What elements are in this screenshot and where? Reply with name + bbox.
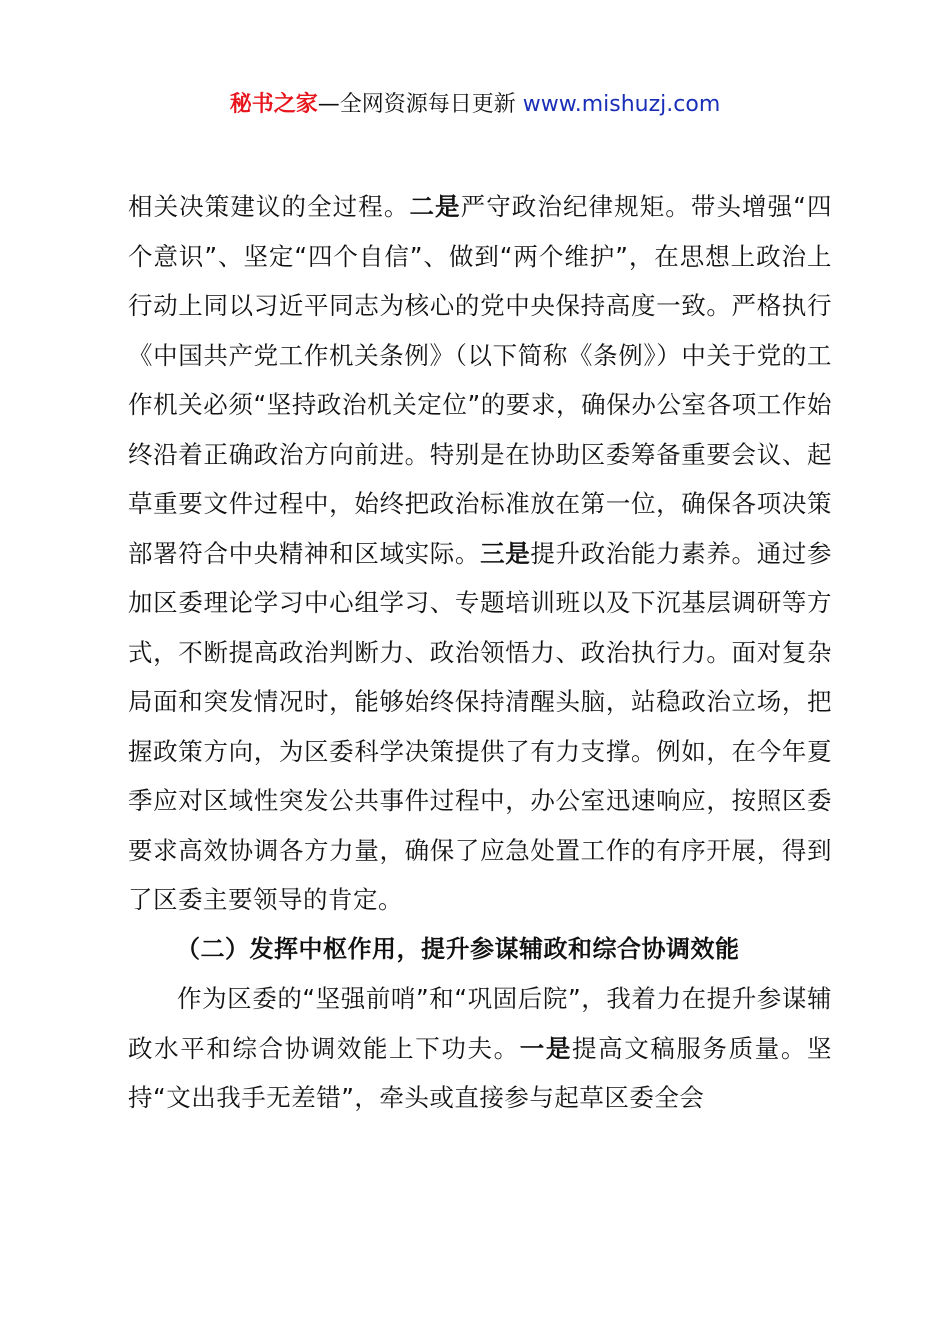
bold-marker-first: 一是 [519,1033,572,1063]
section-heading: （二）发挥中枢作用，提升参谋辅政和综合协调效能 [176,934,740,963]
text-run: 严守政治纪律规矩。带头增强“四个意识”、坚定“四个自信”、做到“两个维护”，在思想上政治上行动上同以习近平同志为核心的党中央保持高度一致。严格执行《中国共产党工作机关条例》（以下简称《条例》）中关于党的工作机关必须“坚持政治机关定位”的要求，确保办公室各项工作始终沿着正确政治方向前进。特别是在协助区委筹备重要会议、起草重要文件过程中，始终把政治标准放在第一位，确保各项决策部署符合中央精神和区域实际。 [128,192,832,568]
text-run: 提高文稿服务质量。坚持“文出我手无差错”，牵头或直接参与起草区委全会 [128,1033,833,1112]
paragraph-central-role [128,974,832,1123]
text-run: 相关决策建议的全过程。 [128,192,410,221]
paragraph-political-discipline [128,182,832,925]
banner-tagline: —全网资源每日更新 [317,92,523,117]
brand-name: 秘书之家 [229,92,318,117]
document-body [128,182,832,1123]
text-run: 作为区委的“坚强前哨”和“巩固后院”，我着力在提升参谋辅政水平和综合协调效能上下功夫。 [128,984,832,1063]
website-url[interactable]: www.mishuzj.com [522,92,721,117]
text-run: 提升政治能力素养。通过参加区委理论学习中心组学习、专题培训班以及下沉基层调研等方式，不断提高政治判断力、政治领悟力、政治执行力。面对复杂局面和突发情况时，能够始终保持清醒头脑，站稳政治立场，把握政策方向，为区委科学决策提供了有力支撑。例如，在今年夏季应对区域性突发公共事件过程中，办公室迅速响应，按照区委要求高效协调各方力量，确保了应急处置工作的有序开展，得到了区委主要领导的肯定。 [128,538,833,914]
bold-marker-third: 三是 [480,538,531,568]
site-banner [0,88,950,122]
bold-marker-second: 二是 [409,192,461,221]
